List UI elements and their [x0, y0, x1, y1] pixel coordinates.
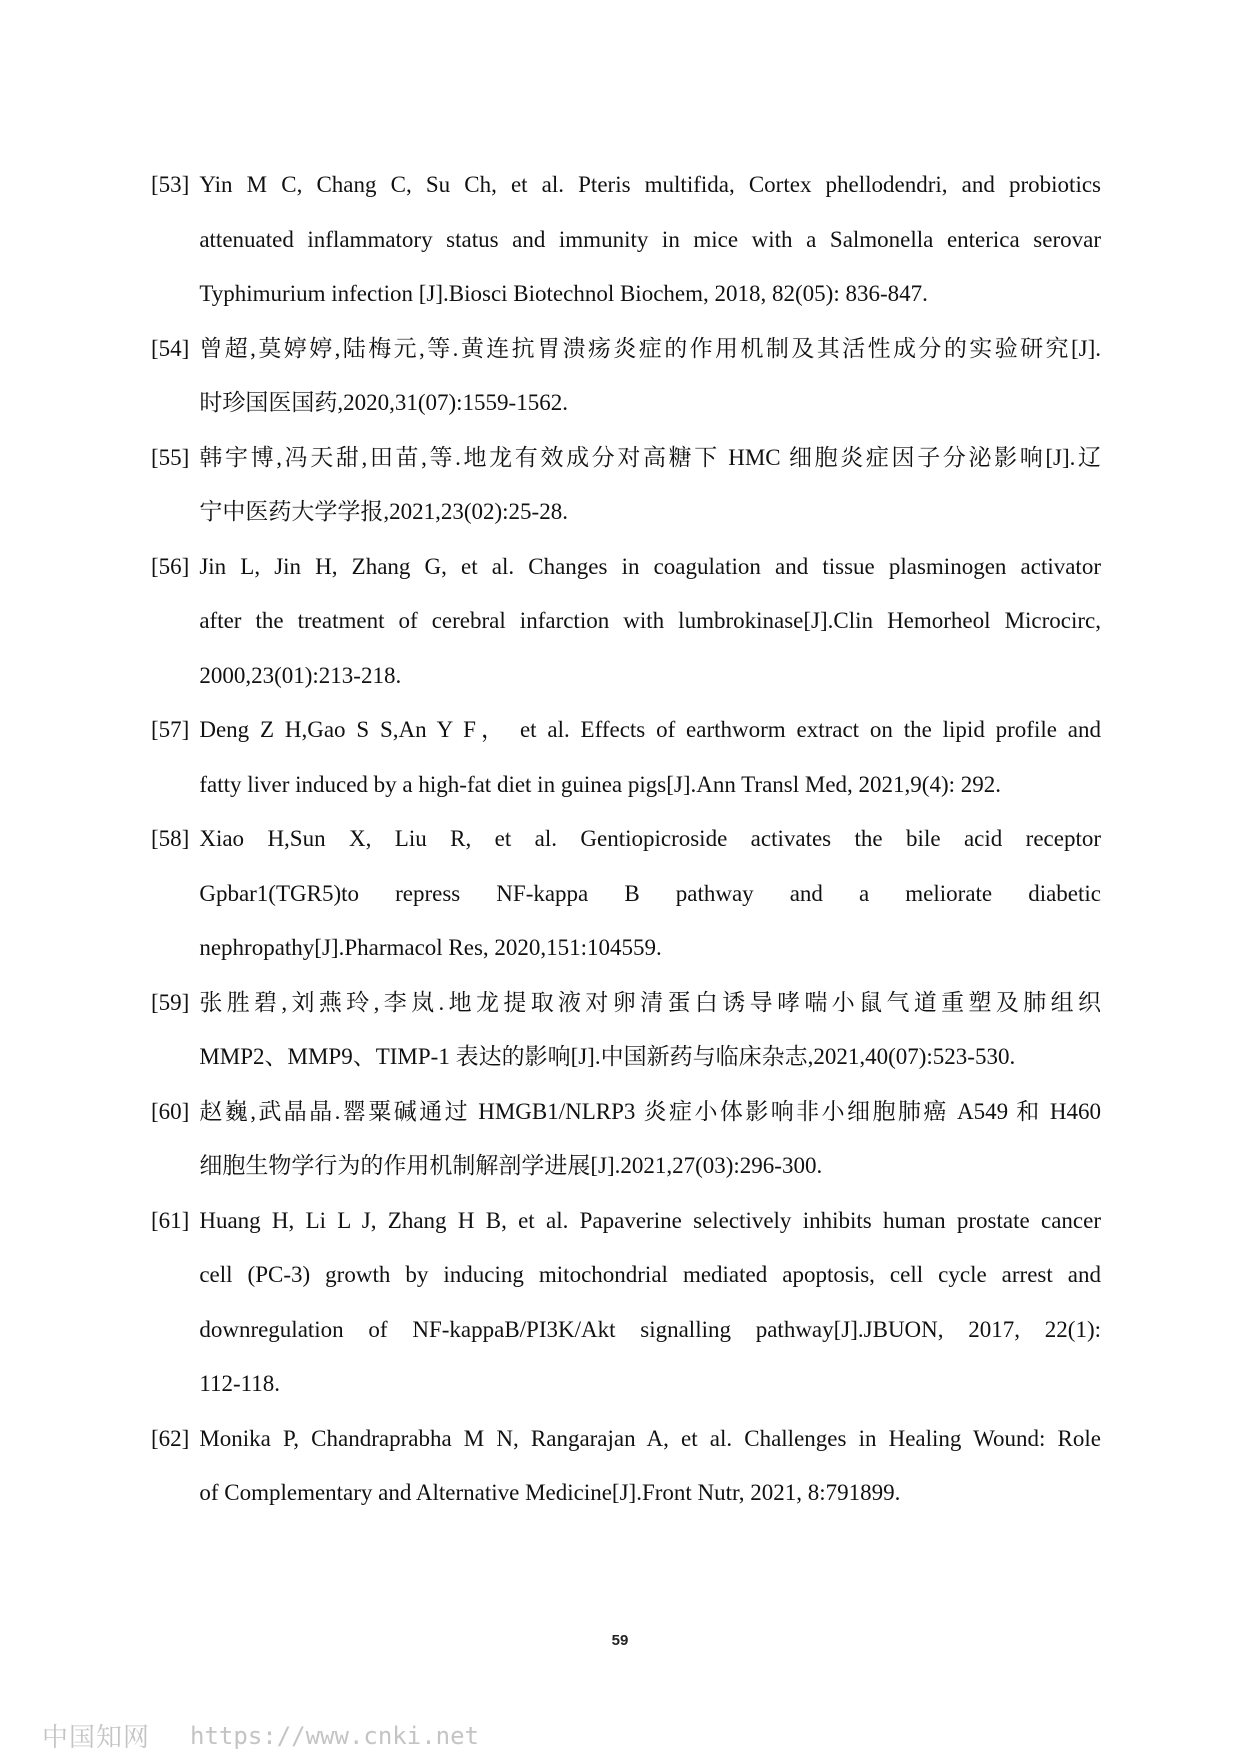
watermark-logo-text: 中国知网	[42, 1723, 151, 1753]
reference-text	[199, 1085, 1101, 1194]
reference-text	[199, 1194, 1101, 1412]
reference-item	[151, 703, 1101, 812]
reference-line: downregulation of NF-kappaB/PI3K/Akt signalling pathway[J].JBUON, 2017, 22(1):	[199, 1316, 1101, 1342]
reference-line: 赵巍,武晶晶.罂粟碱通过 HMGB1/NLRP3 炎症小体影响非小细胞肺癌 A549 和 H460	[199, 1098, 1101, 1124]
reference-line: Gpbar1(TGR5)to repress NF-kappa B pathway and a meliorate diabetic	[199, 880, 1101, 906]
reference-line: Monika P, Chandraprabha M N, Rangarajan A, et al. Challenges in Healing Wound: Role	[199, 1425, 1101, 1451]
reference-number: [58]	[151, 826, 190, 851]
reference-number: [55]	[151, 444, 190, 470]
reference-text	[199, 431, 1101, 540]
reference-line: 时珍国医国药,2020,31(07):1559-1562.	[199, 390, 568, 415]
reference-item	[151, 431, 1101, 540]
reference-line: Typhimurium infection [J].Biosci Biotechnol Biochem, 2018, 82(05): 836-847.	[199, 281, 928, 306]
reference-item	[151, 812, 1101, 976]
reference-text	[199, 1412, 1101, 1521]
cnki-watermark	[42, 1717, 479, 1754]
reference-number: [59]	[151, 989, 190, 1015]
reference-number: [60]	[151, 1098, 190, 1124]
reference-text	[199, 812, 1101, 976]
reference-line: 宁中医药大学学报,2021,23(02):25-28.	[199, 499, 568, 524]
reference-item	[151, 1412, 1101, 1521]
reference-line: attenuated inflammatory status and immunity in mice with a Salmonella enterica serovar	[199, 226, 1101, 252]
reference-number: [54]	[151, 335, 190, 361]
reference-number: [61]	[151, 1207, 190, 1233]
reference-text	[199, 703, 1101, 812]
reference-line: Yin M C, Chang C, Su Ch, et al. Pteris multifida, Cortex phellodendri, and probiotics	[199, 172, 1101, 197]
reference-number: [57]	[151, 717, 190, 742]
reference-line: Jin L, Jin H, Zhang G, et al. Changes in coagulation and tissue plasminogen activator	[199, 553, 1101, 579]
reference-line: Deng Z H,Gao S S,An Y F， et al. Effects of earthworm extract on the lipid profile and	[199, 717, 1101, 742]
reference-line: cell (PC-3) growth by inducing mitochondrial mediated apoptosis, cell cycle arrest and	[199, 1262, 1101, 1287]
reference-line: of Complementary and Alternative Medicine[J].Front Nutr, 2021, 8:791899.	[199, 1480, 901, 1505]
reference-text	[199, 322, 1101, 431]
reference-line: 2000,23(01):213-218.	[199, 662, 402, 688]
reference-number: [62]	[151, 1425, 190, 1451]
reference-line: 韩宇博,冯天甜,田苗,等.地龙有效成分对高糖下 HMC 细胞炎症因子分泌影响[J].辽	[199, 444, 1101, 470]
reference-line: Xiao H,Sun X, Liu R, et al. Gentiopicroside activates the bile acid receptor	[199, 826, 1101, 851]
watermark-url: https://www.cnki.net	[190, 1721, 479, 1750]
reference-line: nephropathy[J].Pharmacol Res, 2020,151:104559.	[199, 935, 662, 960]
reference-item	[151, 322, 1101, 431]
reference-line: MMP2、MMP9、TIMP-1 表达的影响[J].中国新药与临床杂志,2021,40(07):523-530.	[199, 1044, 1016, 1069]
page-number: 59	[611, 1632, 629, 1649]
reference-line: 细胞生物学行为的作用机制解剖学进展[J].2021,27(03):296-300.	[199, 1153, 823, 1178]
reference-line: 112-118.	[199, 1371, 281, 1396]
reference-number: [56]	[151, 553, 190, 579]
reference-line: after the treatment of cerebral infarction with lumbrokinase[J].Clin Hemorheol Microcirc,	[199, 608, 1101, 633]
reference-text	[199, 976, 1101, 1085]
reference-item	[151, 540, 1101, 704]
reference-list	[151, 158, 1101, 1521]
reference-text	[199, 158, 1101, 322]
reference-line: Huang H, Li L J, Zhang H B, et al. Papaverine selectively inhibits human prostate cancer	[199, 1207, 1101, 1233]
reference-item	[151, 158, 1101, 322]
reference-item	[151, 976, 1101, 1085]
reference-item	[151, 1085, 1101, 1194]
reference-item	[151, 1194, 1101, 1412]
reference-line: 曾超,莫婷婷,陆梅元,等.黄连抗胃溃疡炎症的作用机制及其活性成分的实验研究[J].	[199, 335, 1101, 361]
reference-text	[199, 540, 1101, 704]
reference-number: [53]	[151, 172, 190, 197]
reference-line: fatty liver induced by a high-fat diet in guinea pigs[J].Ann Transl Med, 2021,9(4): 292.	[199, 771, 1002, 797]
reference-line: 张胜碧,刘燕玲,李岚.地龙提取液对卵清蛋白诱导哮喘小鼠气道重塑及肺组织	[199, 989, 1101, 1015]
